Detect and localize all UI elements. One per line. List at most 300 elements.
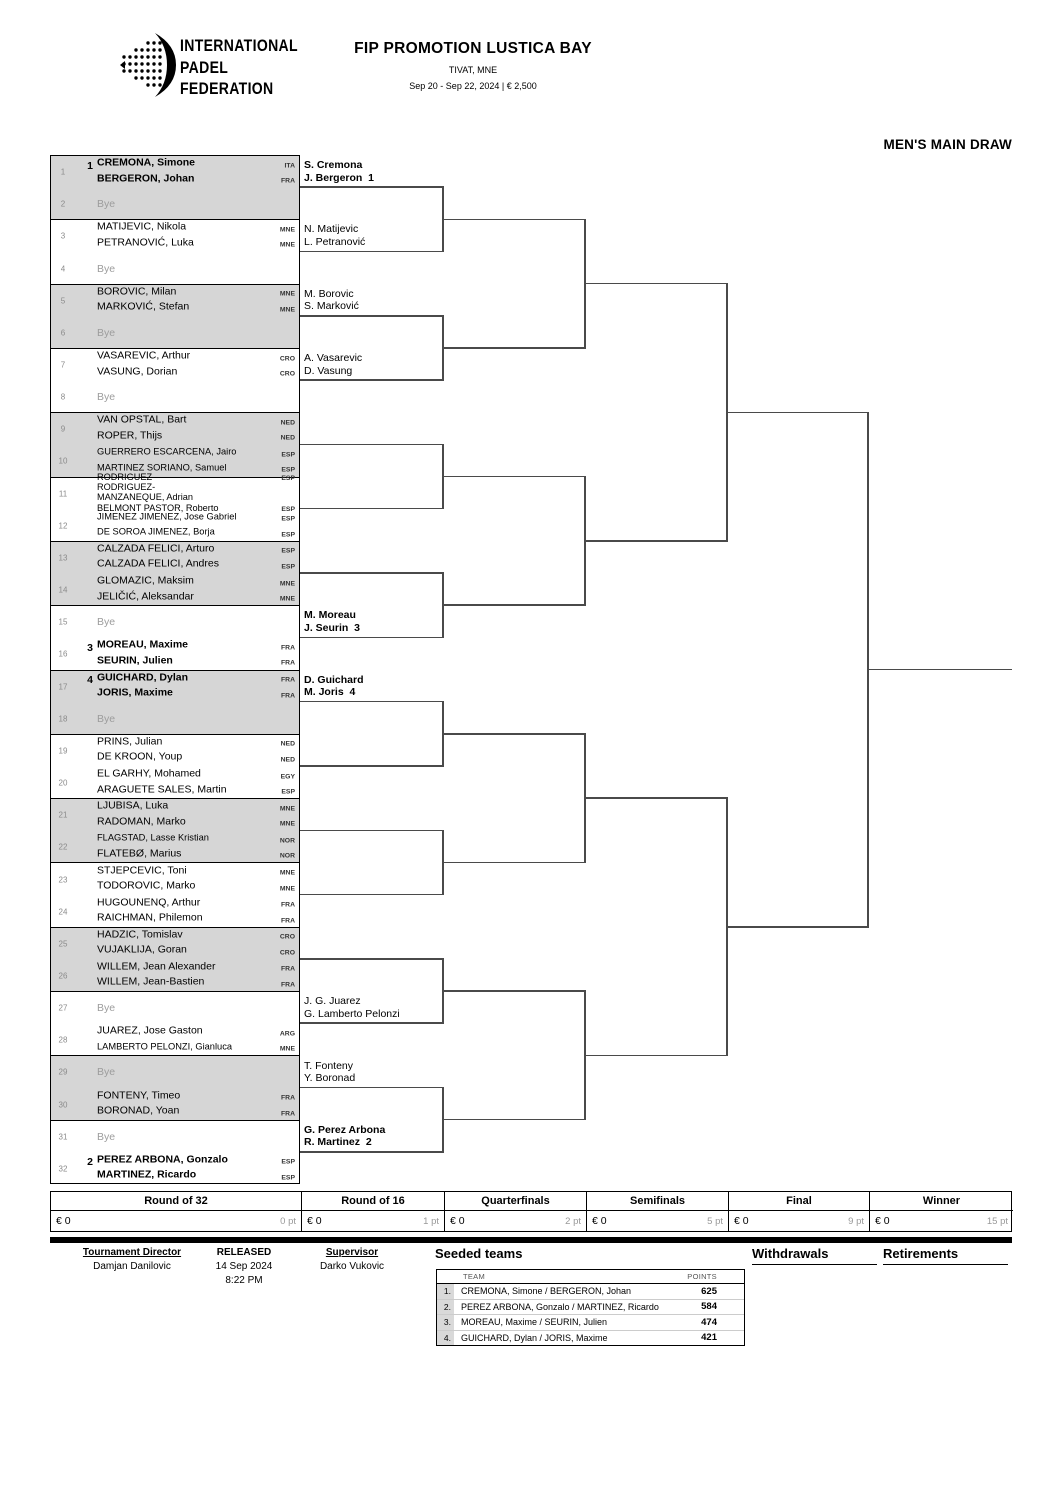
player-name: SEURIN, Julien <box>97 654 173 667</box>
round-column-final <box>728 1192 869 1231</box>
quarterfinal-line <box>443 1119 585 1121</box>
quarterfinal-line <box>443 990 585 992</box>
player-name: MATIJEVIC, Nikola <box>97 220 187 233</box>
player-name: VASAREVIC, Arthur <box>97 349 191 362</box>
player-name: PEREZ ARBONA, Gonzalo <box>97 1153 228 1166</box>
round-points: 9 pt <box>848 1216 864 1227</box>
bracket-vline <box>442 315 444 381</box>
advancing-team-label: M. Moreau J. Seurin 3 <box>304 609 361 634</box>
player-country: NED <box>280 756 295 764</box>
entry-position: 31 <box>58 1132 68 1142</box>
entry-position: 29 <box>58 1067 68 1077</box>
draw-entry-6 <box>51 317 299 349</box>
round16-line <box>300 508 443 510</box>
player-name: WILLEM, Jean-Bastien <box>97 975 205 988</box>
player-name: PETRANOVIĆ, Luka <box>97 236 194 249</box>
player-name: ARAGUETE SALES, Martin <box>97 783 227 796</box>
round-column-winner <box>869 1192 1013 1231</box>
bye-label: Bye <box>97 326 116 339</box>
bye-label: Bye <box>97 262 116 275</box>
player-name: ROPER, Thijs <box>97 429 163 442</box>
separator-bar <box>50 1237 1012 1243</box>
player-country: NED <box>280 740 295 748</box>
round-points: 15 pt <box>986 1216 1008 1227</box>
round-column-round-of-32 <box>51 1192 301 1231</box>
round-label: Semifinals <box>587 1192 728 1211</box>
seeded-team-name: MOREAU, Maxime / SEURIN, Julien <box>461 1317 608 1328</box>
entry-position: 21 <box>58 810 68 820</box>
seeded-team-row <box>437 1284 744 1299</box>
round-prize: € 0 <box>875 1215 890 1227</box>
draw-match-cell <box>51 285 299 349</box>
tournament-director-name: Damjan Danilovic <box>93 1261 171 1272</box>
entry-position: 4 <box>60 264 66 274</box>
draw-match-cell <box>51 471 299 542</box>
round16-line <box>300 637 443 639</box>
draw-entry-27 <box>51 992 299 1024</box>
seeded-team-points: 584 <box>701 1301 717 1313</box>
draw-entry-16 <box>51 638 299 670</box>
entry-team <box>97 928 295 959</box>
quarterfinal-line <box>443 476 585 478</box>
round-label: Final <box>729 1192 869 1211</box>
draw-entry-30 <box>51 1089 299 1121</box>
advancing-team-label: M. Borovic S. Marković <box>304 287 359 313</box>
final-line <box>727 926 868 928</box>
player-name: BERGERON, Johan <box>97 172 195 185</box>
entry-position: 25 <box>58 939 68 949</box>
round-prize: € 0 <box>307 1215 322 1227</box>
seeded-team-name: GUICHARD, Dylan / JORIS, Maxime <box>461 1332 608 1343</box>
player-country: MNE <box>279 885 295 893</box>
player-country: ITA <box>284 162 295 170</box>
round16-line <box>300 379 443 381</box>
entry-team <box>97 510 295 541</box>
seeded-team-rank: 4. <box>437 1331 454 1346</box>
quarterfinal-line <box>443 347 585 349</box>
entry-position: 15 <box>58 617 68 627</box>
draw-entry-14 <box>51 574 299 606</box>
player-name: CALZADA FELICI, Arturo <box>97 542 215 555</box>
draw-entry-22 <box>51 831 299 863</box>
draw-entry-1 <box>51 156 299 188</box>
player-country: MNE <box>279 595 295 603</box>
entry-position: 8 <box>60 392 66 402</box>
seeded-team-points: 625 <box>701 1285 717 1297</box>
player-name: RAICHMAN, Philemon <box>97 911 203 924</box>
entry-position: 2 <box>60 199 66 209</box>
round-prize: € 0 <box>734 1215 749 1227</box>
player-name: BORONAD, Yoan <box>97 1104 180 1117</box>
draw-match-cell <box>51 156 299 220</box>
entry-position: 20 <box>58 778 68 788</box>
entry-position: 19 <box>58 746 68 756</box>
draw-match-cell <box>51 799 299 863</box>
entry-position: 7 <box>60 360 66 370</box>
draw-match-cell <box>51 1056 299 1120</box>
draw-entry-2 <box>51 188 299 220</box>
entry-team <box>97 800 295 831</box>
player-name: TODOROVIC, Marko <box>97 879 196 892</box>
bracket-vline <box>584 733 586 863</box>
seeded-team-row <box>437 1330 744 1346</box>
entry-team <box>97 864 295 895</box>
player-country: FRA <box>281 1110 295 1118</box>
bracket-vline <box>726 283 728 542</box>
player-name: EL GARHY, Mohamed <box>97 767 201 780</box>
draw-entry-4 <box>51 252 299 284</box>
entry-team <box>97 157 295 188</box>
draw-match-cell <box>51 220 299 284</box>
draw-match-cell <box>51 413 299 477</box>
player-country: CRO <box>279 355 295 363</box>
released-label: RELEASED <box>216 1247 272 1258</box>
entry-team <box>97 960 295 991</box>
player-name: FLATEBØ, Marius <box>97 847 182 860</box>
round-column-quarterfinals <box>444 1192 586 1231</box>
seeded-teams-header <box>437 1270 744 1284</box>
player-country: MNE <box>279 869 295 877</box>
player-country: FRA <box>281 981 295 989</box>
quarterfinal-line <box>443 733 585 735</box>
draw-match-cell <box>51 349 299 413</box>
player-name: DE KROON, Youp <box>97 750 183 763</box>
player-country: FRA <box>281 676 295 684</box>
seeded-team-row <box>437 1314 744 1330</box>
player-country: MNE <box>279 805 295 813</box>
entry-position: 27 <box>58 1003 68 1013</box>
entry-team <box>97 768 295 799</box>
rounds-prize-table <box>50 1191 1012 1232</box>
entry-position: 12 <box>58 521 68 531</box>
bye-label: Bye <box>97 1002 116 1015</box>
draw-match-cell <box>51 671 299 735</box>
draw-entry-17 <box>51 671 299 703</box>
round16-line <box>300 1151 443 1153</box>
advancing-team-label: G. Perez Arbona R. Martinez 2 <box>304 1123 386 1149</box>
released-time: 8:22 PM <box>225 1275 263 1286</box>
player-name: JIMENEZ JIMENEZ, Jose Gabriel <box>97 511 237 522</box>
bye-label: Bye <box>97 1066 116 1079</box>
player-name: GUERRERO ESCARCENA, Jairo <box>97 446 237 457</box>
bracket-vline <box>442 444 444 510</box>
round-points: 0 pt <box>280 1216 296 1227</box>
entry-position: 14 <box>58 585 68 595</box>
advancing-team-label: S. Cremona J. Bergeron 1 <box>304 159 375 184</box>
player-name: STJEPCEVIC, Toni <box>97 864 187 877</box>
supervisor-block <box>302 1247 402 1272</box>
draw-entry-26 <box>51 960 299 992</box>
semifinal-line <box>585 797 727 799</box>
player-country: CRO <box>279 933 295 941</box>
player-name: CALZADA FELICI, Andres <box>97 557 219 570</box>
round16-line <box>300 1087 443 1089</box>
round16-line <box>300 315 443 317</box>
player-name: LJUBISA, Luka <box>97 799 169 812</box>
entry-seed: 1 <box>87 159 93 172</box>
player-country: CRO <box>279 949 295 957</box>
entry-position: 1 <box>60 167 66 177</box>
entry-team <box>97 1153 295 1184</box>
seeded-team-name: CREMONA, Simone / BERGERON, Johan <box>461 1286 632 1297</box>
round16-line <box>300 444 443 446</box>
player-name: CREMONA, Simone <box>97 156 196 169</box>
player-name: BOROVIC, Milan <box>97 285 177 298</box>
quarterfinal-line <box>443 862 585 864</box>
entry-position: 18 <box>58 714 68 724</box>
seeded-header-points: POINTS <box>687 1272 717 1281</box>
draw-match-cell <box>51 606 299 670</box>
player-name: HADZIC, Tomislav <box>97 928 183 941</box>
round-points: 5 pt <box>707 1216 723 1227</box>
draw-entry-23 <box>51 863 299 895</box>
entry-seed: 2 <box>87 1156 93 1169</box>
draw-match-cell <box>51 1121 299 1185</box>
player-country: ESP <box>281 1158 295 1166</box>
entry-position: 11 <box>58 489 68 499</box>
quarterfinal-line <box>443 219 585 221</box>
draw-entry-20 <box>51 767 299 799</box>
entry-position: 16 <box>58 649 68 659</box>
tournament-director-block <box>62 1247 202 1272</box>
entry-team <box>97 350 295 381</box>
tournament-title: FIP PROMOTION LUSTICA BAY <box>354 40 592 57</box>
entry-position: 3 <box>60 231 66 241</box>
draw-entry-25 <box>51 928 299 960</box>
round-prize: € 0 <box>56 1215 71 1227</box>
entry-position: 22 <box>58 842 68 852</box>
entry-team <box>97 542 295 573</box>
winner-line <box>868 669 1012 671</box>
entry-team <box>97 1025 295 1056</box>
player-name: GUICHARD, Dylan <box>97 671 189 684</box>
player-country: FRA <box>281 917 295 925</box>
player-name: JUAREZ, Jose Gaston <box>97 1024 203 1037</box>
entry-position: 10 <box>58 456 68 466</box>
ipf-logo-icon <box>120 31 178 99</box>
entry-position: 6 <box>60 328 66 338</box>
supervisor-name: Darko Vukovic <box>319 1261 385 1272</box>
player-country: MNE <box>279 820 295 828</box>
player-country: FRA <box>281 177 295 185</box>
semifinal-line <box>585 540 727 542</box>
entry-team <box>97 832 295 863</box>
entry-team <box>97 414 295 445</box>
draw-match-cell <box>51 928 299 992</box>
seeded-team-points: 421 <box>701 1332 717 1344</box>
player-country: ESP <box>281 506 295 514</box>
tournament-location: TIVAT, MNE <box>448 65 498 75</box>
entry-seed: 3 <box>87 641 93 654</box>
player-country: MNE <box>279 580 295 588</box>
draw-match-cell <box>51 992 299 1056</box>
player-country: ESP <box>281 1174 295 1182</box>
retirements-heading: Retirements <box>883 1246 1008 1265</box>
player-name: DE SOROA JIMENEZ, Borja <box>97 526 215 537</box>
seeded-header-team: TEAM <box>463 1272 486 1281</box>
semifinal-line <box>585 283 727 285</box>
entry-position: 24 <box>58 907 68 917</box>
entry-team <box>97 896 295 927</box>
entry-team <box>97 639 295 670</box>
bracket-vline <box>442 1087 444 1153</box>
advancing-team-label: J. G. Juarez G. Lamberto Pelonzi <box>304 995 400 1020</box>
bye-label: Bye <box>97 198 116 211</box>
entry-position: 13 <box>58 553 68 563</box>
bye-label: Bye <box>97 616 116 629</box>
round-label: Round of 32 <box>51 1192 301 1211</box>
player-name: HUGOUNENQ, Arthur <box>97 896 201 909</box>
draw-title: MEN'S MAIN DRAW <box>883 137 1012 152</box>
round-column-semifinals <box>586 1192 728 1231</box>
player-name: MARTINEZ SORIANO, Samuel <box>97 462 227 473</box>
draw-entry-15 <box>51 606 299 638</box>
round16-line <box>300 572 443 574</box>
player-name: JORIS, Maxime <box>97 686 173 699</box>
round-prize: € 0 <box>592 1215 607 1227</box>
advancing-team-label: N. Matijevic L. Petranović <box>304 223 366 248</box>
player-country: NOR <box>279 852 295 860</box>
entry-position: 9 <box>60 424 66 434</box>
released-block <box>198 1247 290 1286</box>
draw-match-cell <box>51 863 299 927</box>
draw-entry-13 <box>51 542 299 574</box>
player-country: ESP <box>281 515 295 523</box>
round-label: Round of 16 <box>302 1192 444 1211</box>
bracket-vline <box>726 797 728 1056</box>
bracket-vline <box>584 219 586 349</box>
quarterfinal-line <box>443 604 585 606</box>
round16-line <box>300 701 443 703</box>
bye-label: Bye <box>97 1130 116 1143</box>
entry-seed: 4 <box>87 674 93 686</box>
advancing-team-label: A. Vasarevic D. Vasung <box>304 352 363 377</box>
bracket-vline <box>442 958 444 1024</box>
bracket-vline <box>442 830 444 896</box>
bracket-vline <box>442 701 444 767</box>
player-country: NED <box>280 434 295 442</box>
player-country: ESP <box>281 531 295 539</box>
entry-position: 28 <box>58 1035 68 1045</box>
player-country: ARG <box>279 1030 295 1038</box>
player-name: VASUNG, Dorian <box>97 365 178 378</box>
player-country: FRA <box>281 1094 295 1102</box>
bracket-vline <box>584 990 586 1120</box>
draw-entry-7 <box>51 349 299 381</box>
round16-line <box>300 958 443 960</box>
player-country: MNE <box>279 226 295 234</box>
seeded-team-rank: 1. <box>437 1284 454 1299</box>
entry-position: 30 <box>58 1100 68 1110</box>
entry-team <box>97 575 295 606</box>
tournament-director-label: Tournament Director <box>82 1247 182 1258</box>
player-country: ESP <box>281 788 295 796</box>
player-name: GLOMAZIC, Maksim <box>97 574 194 587</box>
bracket-vline <box>584 476 586 606</box>
bye-label: Bye <box>97 391 116 404</box>
player-name: FONTENY, Timeo <box>97 1089 181 1102</box>
player-name: MARTINEZ, Ricardo <box>97 1168 197 1181</box>
player-country: FRA <box>281 659 295 667</box>
player-name: WILLEM, Jean Alexander <box>97 960 216 973</box>
player-name: RADOMAN, Marko <box>97 815 186 828</box>
bracket-vline <box>867 412 869 928</box>
final-line <box>727 412 868 414</box>
player-country: FRA <box>281 965 295 973</box>
entry-position: 26 <box>58 971 68 981</box>
round16-line <box>300 894 443 896</box>
advancing-team-label: T. Fonteny Y. Boronad <box>304 1059 356 1085</box>
draw-match-cell <box>51 542 299 606</box>
seeded-team-row <box>437 1299 744 1315</box>
draw-entry-32 <box>51 1153 299 1185</box>
player-country: FRA <box>281 692 295 700</box>
round16-line <box>300 186 443 188</box>
entry-team <box>97 735 295 766</box>
entry-team <box>97 285 295 316</box>
round16-line <box>300 1022 443 1024</box>
tournament-dates-prize: Sep 20 - Sep 22, 2024 | € 2,500 <box>409 81 537 91</box>
player-name: RODRIGUEZ RODRIGUEZ-MANZANEQUE, Adrian <box>97 471 193 503</box>
round-label: Quarterfinals <box>445 1192 586 1211</box>
player-name: LAMBERTO PELONZI, Gianluca <box>97 1041 233 1052</box>
round-points: 1 pt <box>423 1216 439 1227</box>
entry-position: 32 <box>58 1164 68 1174</box>
draw-entry-21 <box>51 799 299 831</box>
round-label: Winner <box>870 1192 1013 1211</box>
player-name: VUJAKLIJA, Goran <box>97 943 187 956</box>
semifinal-line <box>585 1055 727 1057</box>
seeded-team-points: 474 <box>701 1316 717 1328</box>
player-name: MOREAU, Maxime <box>97 638 189 651</box>
player-name: BELMONT PASTOR, Roberto <box>97 502 219 513</box>
round-prize: € 0 <box>450 1215 465 1227</box>
draw-entry-3 <box>51 220 299 252</box>
entry-team <box>97 221 295 252</box>
player-country: CRO <box>279 370 295 378</box>
draw-entry-9 <box>51 413 299 445</box>
player-country: MNE <box>279 290 295 298</box>
seeded-team-name: PEREZ ARBONA, Gonzalo / MARTINEZ, Ricardo <box>461 1301 659 1312</box>
entry-team <box>97 671 295 702</box>
player-country: NED <box>280 419 295 427</box>
player-name: VAN OPSTAL, Bart <box>97 413 187 426</box>
draw-entry-11 <box>51 471 299 514</box>
draw-entry-29 <box>51 1056 299 1088</box>
seeded-teams-table <box>436 1269 745 1346</box>
draw-entries-table <box>50 155 300 1184</box>
player-name: MARKOVIĆ, Stefan <box>97 300 190 313</box>
round16-line <box>300 765 443 767</box>
round16-line <box>300 830 443 832</box>
bracket-vline <box>442 572 444 638</box>
draw-entry-5 <box>51 285 299 317</box>
round-column-round-of-16 <box>301 1192 444 1231</box>
entry-team <box>97 1089 295 1120</box>
player-country: NOR <box>279 837 295 845</box>
player-country: FRA <box>281 901 295 909</box>
player-name: JELIČIĆ, Aleksandar <box>97 590 194 603</box>
round16-line <box>300 251 443 253</box>
player-name: PRINS, Julian <box>97 735 163 748</box>
player-country: FRA <box>281 644 295 652</box>
draw-entry-24 <box>51 896 299 928</box>
bracket-vline <box>442 186 444 252</box>
bye-label: Bye <box>97 712 116 725</box>
withdrawals-heading: Withdrawals <box>752 1246 877 1265</box>
entry-position: 17 <box>58 682 68 692</box>
player-country: MNE <box>279 306 295 314</box>
